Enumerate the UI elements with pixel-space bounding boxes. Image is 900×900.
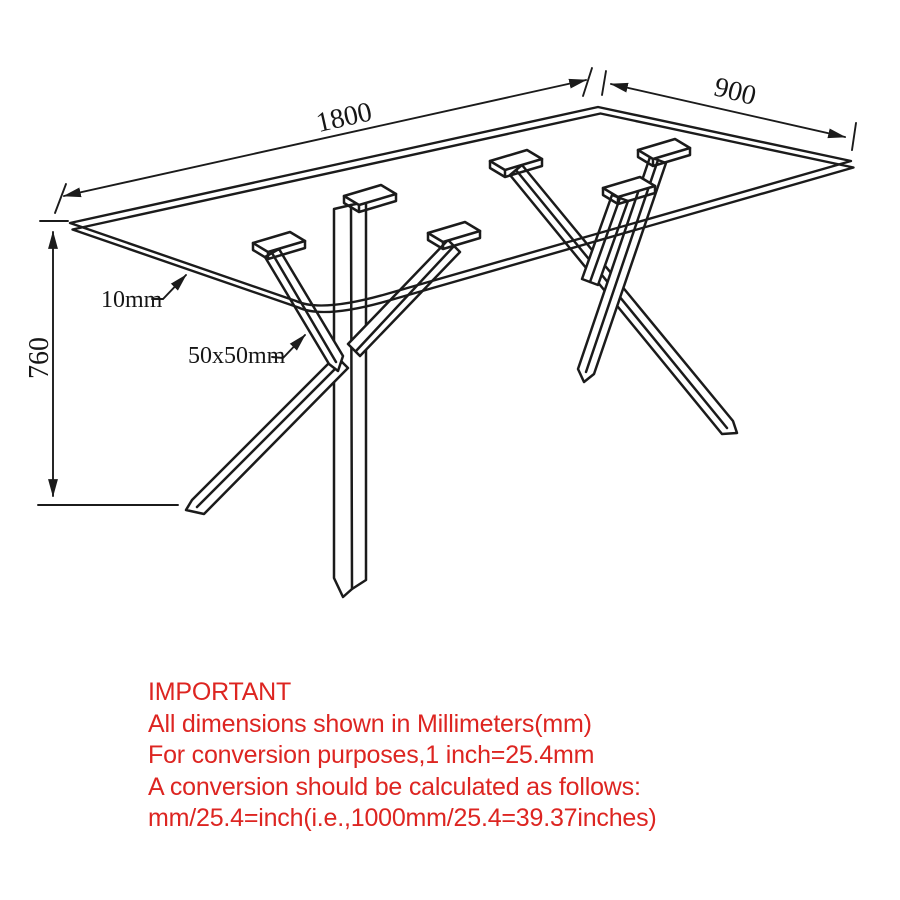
leg-mount-pad <box>344 185 396 212</box>
notice-line: mm/25.4=inch(i.e.,1000mm/25.4=39.37inches) <box>148 804 657 833</box>
notice-line: A conversion should be calculated as follows: <box>148 772 641 801</box>
leg-mount-pad <box>638 139 690 166</box>
extension-tick <box>55 184 66 213</box>
extension-tick <box>602 71 606 95</box>
extension-tick <box>583 68 592 96</box>
left-leg-assembly <box>186 185 480 597</box>
callout-leg-section <box>188 335 305 369</box>
glass-table-top <box>70 107 854 312</box>
leg-mount-pad <box>253 232 305 259</box>
notice-line: All dimensions shown in Millimeters(mm) <box>148 709 592 738</box>
important-notice <box>148 677 657 835</box>
leg-section-label: 50x50mm <box>188 343 286 369</box>
callout-glass-thickness <box>101 275 186 313</box>
dimension-length <box>55 68 592 213</box>
extension-tick <box>852 123 856 150</box>
notice-title: IMPORTANT <box>148 678 292 706</box>
notice-line: For conversion purposes,1 inch=25.4mm <box>148 741 595 770</box>
glass-thickness-label: 10mm <box>101 287 163 313</box>
dimension-height <box>24 221 178 505</box>
glass-top-bottom-face <box>73 114 854 313</box>
right-leg-assembly <box>490 139 737 434</box>
leg-mount-pad <box>428 222 480 249</box>
dim-length-label: 1800 <box>313 96 375 139</box>
dim-depth-label: 900 <box>710 71 760 112</box>
leg-mount-pad <box>490 150 542 177</box>
glass-top-top-face <box>70 107 851 306</box>
dimension-depth <box>602 71 856 150</box>
dim-height-label: 760 <box>24 337 55 379</box>
